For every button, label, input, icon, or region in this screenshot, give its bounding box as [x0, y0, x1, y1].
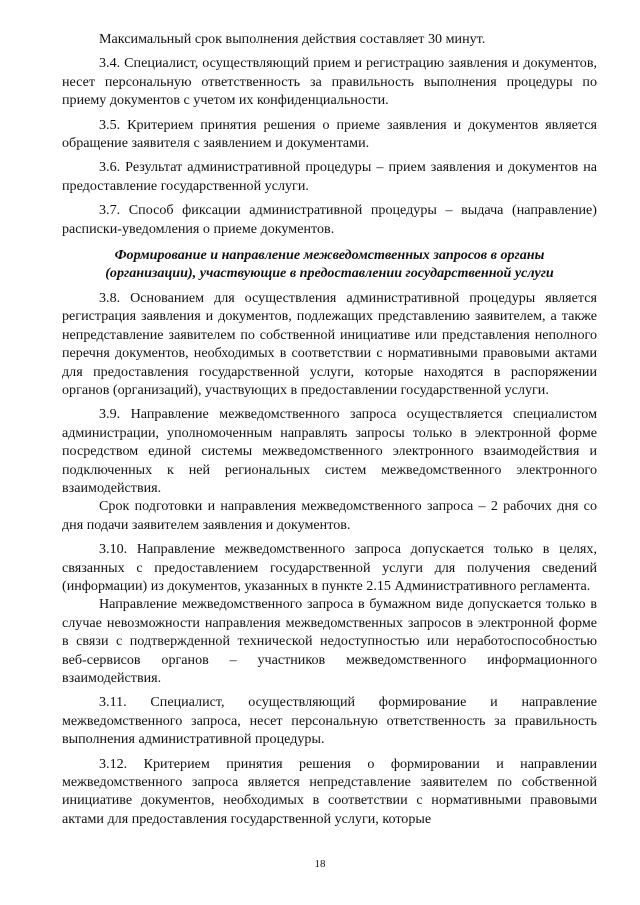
- paragraph-3-4: 3.4. Специалист, осуществляющий прием и регистрацию заявления и документов, несет персональную ответственность за правильность выполнения процедуры по приему документов с учетом их конфиденциальности.: [62, 55, 597, 109]
- paragraph-3-9: 3.9. Направление межведомственного запроса осуществляется специалистом администрации, уполномоченным направлять запросы только в электронной форме посредством единой системы межведомственного электронного взаимодействия и подключенных к ней региональных систем межведомственного электронного взаимодействия.: [62, 406, 597, 496]
- paragraph-3-8: 3.8. Основанием для осуществления административной процедуры является регистрация заявления и документов, подлежащих представлению заявителем, а также непредставление заявителем по собственной инициативе или представления неполного перечня документов, необходимых в соответствии с нормативными правовыми актами для предоставления государственной услуги, которые находятся в распоряжении органов (организаций), участвующих в предоставлении государственной услуги.: [62, 289, 597, 398]
- paragraph-max-duration: Максимальный срок выполнения действия составляет 30 минут.: [99, 31, 486, 47]
- paragraph-paper-request: Направление межведомственного запроса в бумажном виде допускается только в случае невозможности направления межведомственных запросов в электронной форме в связи с подтвержденной технической недоступностью или неработоспособностью веб-сервисов органов – участников межведомственного информационного взаимодействия.: [62, 596, 597, 686]
- section-heading: Формирование и направление межведомственных запросов в органы (организации), участвующие в предоставлении государственной услуги: [105, 247, 554, 282]
- paragraph-request-deadline: Срок подготовки и направления межведомственного запроса – 2 рабочих дня со дня подачи заявителем заявления и документов.: [62, 498, 597, 533]
- paragraph-3-7: 3.7. Способ фиксации административной процедуры – выдача (направление) расписки-уведомления о приеме документов.: [62, 202, 597, 237]
- document-page: [62, 30, 597, 834]
- paragraph-3-11: 3.11. Специалист, осуществляющий формирование и направление межведомственного запроса, несет персональную ответственность за правильность выполнения административной процедуры.: [62, 694, 597, 748]
- paragraph-3-12: 3.12. Критерием принятия решения о формировании и направлении межведомственного запроса является непредставление заявителем по собственной инициативе документов, необходимых в соответствии с нормативными правовыми актами для предоставления государственной услуги, которые: [62, 755, 597, 827]
- page-number: 18: [314, 858, 326, 870]
- paragraph-3-6: 3.6. Результат административной процедуры – прием заявления и документов на предоставление государственной услуги.: [62, 159, 597, 194]
- paragraph-3-10: 3.10. Направление межведомственного запроса допускается только в целях, связанных с предоставлением государственной услуги для получения сведений (информации) из документов, указанных в пункте 2.15 Административного регламента.: [62, 541, 597, 594]
- paragraph-3-5: 3.5. Критерием принятия решения о приеме заявления и документов является обращение заявителя с заявлением и документами.: [62, 116, 597, 152]
